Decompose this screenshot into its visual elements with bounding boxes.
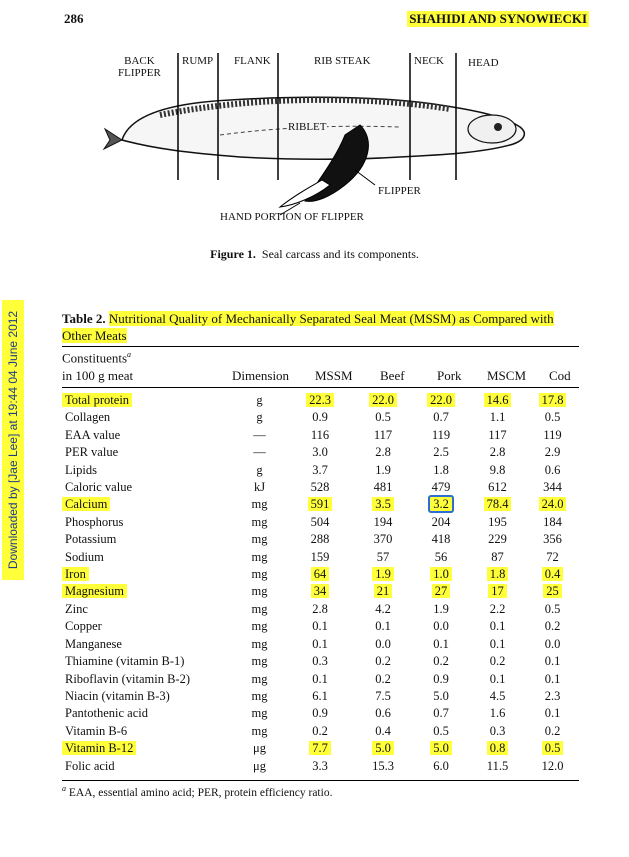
header-beef: Beef <box>380 368 405 383</box>
value-cell: 5.0 <box>413 740 469 757</box>
table-row <box>62 514 579 531</box>
constituent-name: Vitamin B-12 <box>62 740 232 757</box>
header-mscm: MSCM <box>487 368 527 383</box>
value-cell: 0.5 <box>544 601 561 616</box>
value-cell: 0.7 <box>433 410 449 425</box>
value-cell: 119 <box>431 427 451 442</box>
constituent-name: Manganese <box>65 636 122 651</box>
value-cell: 34 <box>287 583 353 600</box>
dimension-cell: mg <box>251 584 268 599</box>
value-cell: 195 <box>488 514 507 529</box>
constituent-name: Folic acid <box>65 758 115 773</box>
value-cell: 0.1 <box>489 619 506 634</box>
seal-carcass-drawing <box>100 45 550 235</box>
label-rib-steak: RIB STEAK <box>314 55 371 67</box>
constituent-name: Thiamine (vitamin B-1) <box>65 654 185 669</box>
value-cell: 0.2 <box>375 654 391 669</box>
value-cell: 1.8 <box>469 566 526 583</box>
dimension-cell: — <box>253 445 266 460</box>
value-cell: 12.0 <box>541 758 564 773</box>
value-cell: 0.5 <box>544 410 561 425</box>
table-bottom-rule <box>62 780 579 781</box>
constituent-name: Phosphorus <box>65 514 124 529</box>
value-cell: 0.2 <box>375 671 391 686</box>
value-cell: 184 <box>543 514 562 529</box>
label-flank: FLANK <box>234 55 271 67</box>
value-cell: 3.0 <box>312 445 328 460</box>
constituent-name: Sodium <box>65 549 104 564</box>
value-cell: 0.5 <box>526 740 579 757</box>
value-cell: 25 <box>526 583 579 600</box>
value-cell: 17 <box>469 583 526 600</box>
table-row <box>62 601 579 618</box>
dimension-cell: mg <box>251 497 268 512</box>
header-constituents: Constituents$^a$ <box>62 350 132 366</box>
value-cell: 0.1 <box>312 671 328 686</box>
table-header-rule <box>62 387 579 388</box>
label-riblet: RIBLET <box>288 121 327 133</box>
value-cell: 370 <box>373 532 393 547</box>
table-row <box>62 549 579 566</box>
constituent-name: Collagen <box>65 410 111 425</box>
value-cell: 0.1 <box>312 636 328 651</box>
value-cell: 159 <box>310 549 330 564</box>
value-cell: 72 <box>546 549 559 564</box>
table-row <box>62 496 579 513</box>
value-cell: 119 <box>543 427 562 442</box>
constituent-name: Caloric value <box>65 480 132 495</box>
value-cell: 528 <box>310 480 330 495</box>
value-cell: 0.6 <box>544 462 561 477</box>
value-cell: 504 <box>310 514 330 529</box>
value-cell: 0.0 <box>544 636 561 651</box>
seal-eye <box>494 123 502 131</box>
value-cell: 21 <box>353 583 413 600</box>
constituent-name: Copper <box>65 619 102 634</box>
value-cell: 0.3 <box>312 654 328 669</box>
value-cell: 14.6 <box>469 392 526 409</box>
value-cell: 0.3 <box>489 723 506 738</box>
value-cell: 0.1 <box>433 636 449 651</box>
value-cell: 0.2 <box>312 723 328 738</box>
value-cell: 0.1 <box>544 654 561 669</box>
value-cell: 3.7 <box>312 462 328 477</box>
value-cell: 0.1 <box>544 706 561 721</box>
value-cell: 1.8 <box>433 462 449 477</box>
value-cell: 56 <box>434 549 448 564</box>
value-cell: 87 <box>491 549 504 564</box>
back-flipper-shape <box>104 129 122 149</box>
value-cell: 0.2 <box>544 619 561 634</box>
table-row <box>62 409 579 426</box>
table-row <box>62 427 579 444</box>
download-stamp-text: Downloaded by [Jae Lee] at 19:44 04 June 2012 <box>2 300 24 580</box>
table-row <box>62 444 579 461</box>
header-mssm: MSSM <box>315 368 353 383</box>
table-row <box>62 462 579 479</box>
table-row <box>62 723 579 740</box>
value-cell: 4.5 <box>489 688 506 703</box>
value-cell: 9.8 <box>489 462 506 477</box>
value-cell: 0.2 <box>544 723 561 738</box>
constituent-name: EAA value <box>65 427 121 442</box>
dimension-cell: μg <box>253 758 266 773</box>
value-cell: 0.6 <box>375 706 391 721</box>
value-cell: 117 <box>373 427 393 442</box>
value-cell: 4.2 <box>375 601 391 616</box>
dimension-cell: mg <box>251 654 268 669</box>
value-cell: 1.9 <box>375 462 391 477</box>
constituent-name: PER value <box>65 445 119 460</box>
constituent-name: Pantothenic acid <box>65 706 148 721</box>
dimension-cell: — <box>253 427 266 442</box>
label-neck: NECK <box>414 55 444 67</box>
label-flipper: FLIPPER <box>378 185 421 197</box>
value-cell: 1.6 <box>489 706 506 721</box>
value-cell: 2.8 <box>375 445 391 460</box>
value-cell: 1.9 <box>433 601 449 616</box>
constituent-name: Total protein <box>62 392 232 409</box>
dimension-cell: mg <box>251 636 268 651</box>
header-in-meat: in 100 g meat <box>62 368 134 383</box>
dimension-cell: mg <box>251 706 268 721</box>
value-cell: 3.2 <box>413 496 469 513</box>
value-cell: 0.1 <box>375 619 391 634</box>
value-cell: 6.1 <box>312 688 328 703</box>
value-cell: 0.0 <box>375 636 391 651</box>
value-cell: 0.9 <box>312 410 328 425</box>
constituent-name: Lipids <box>65 462 97 477</box>
value-cell: 27 <box>413 583 469 600</box>
figure-caption-label: Figure 1. <box>210 247 256 261</box>
page-number: 286 <box>64 11 84 26</box>
nutrition-table <box>62 392 579 775</box>
download-stamp <box>2 300 24 580</box>
table-top-rule <box>62 346 579 347</box>
table-row <box>62 636 579 653</box>
value-cell: 3.3 <box>312 758 328 773</box>
table-footnote: $^a$ EAA, essential amino acid; PER, protein efficiency ratio. <box>62 784 333 799</box>
value-cell: 194 <box>373 514 393 529</box>
dimension-cell: mg <box>251 549 268 564</box>
value-cell: 204 <box>431 514 451 529</box>
value-cell: 1.9 <box>353 566 413 583</box>
table-title-label: Table 2. <box>62 311 106 326</box>
value-cell: 0.7 <box>433 706 449 721</box>
value-cell: 22.0 <box>353 392 413 409</box>
constituent-name: Calcium <box>62 496 232 513</box>
value-cell: 356 <box>543 532 562 547</box>
constituent-name: Magnesium <box>62 583 232 600</box>
constituent-name: Potassium <box>65 532 117 547</box>
value-cell: 481 <box>373 480 393 495</box>
value-cell: 11.5 <box>486 758 509 773</box>
figure-caption-text: Seal carcass and its components. <box>261 247 419 261</box>
value-cell: 344 <box>543 480 562 495</box>
value-cell: 612 <box>488 480 507 495</box>
header-pork: Pork <box>437 368 462 383</box>
value-cell: 22.3 <box>287 392 353 409</box>
value-cell: 17.8 <box>526 392 579 409</box>
value-cell: 1.1 <box>489 410 506 425</box>
value-cell: 0.1 <box>489 636 506 651</box>
header-dimension: Dimension <box>232 368 290 383</box>
value-cell: 57 <box>376 549 390 564</box>
dimension-cell: g <box>256 462 263 477</box>
constituent-name: Vitamin B-6 <box>65 723 128 738</box>
value-cell: 0.2 <box>489 654 506 669</box>
value-cell: 2.8 <box>489 445 506 460</box>
table-row <box>62 758 579 775</box>
value-cell: 15.3 <box>372 758 394 773</box>
dimension-cell: kJ <box>253 480 266 495</box>
value-cell: 0.4 <box>526 566 579 583</box>
constituent-name: Iron <box>62 566 232 583</box>
value-cell: 7.7 <box>287 740 353 757</box>
table-row <box>62 671 579 688</box>
value-cell: 2.8 <box>312 601 328 616</box>
table-row <box>62 740 579 757</box>
value-cell: 117 <box>488 427 507 442</box>
value-cell: 2.3 <box>544 688 561 703</box>
table-row <box>62 479 579 496</box>
value-cell: 7.5 <box>375 688 391 703</box>
value-cell: 24.0 <box>526 496 579 513</box>
value-cell: 0.0 <box>433 619 449 634</box>
table-row <box>62 705 579 722</box>
table-row <box>62 688 579 705</box>
dimension-cell: mg <box>251 671 268 686</box>
value-cell: 116 <box>310 427 330 442</box>
value-cell: 288 <box>310 532 330 547</box>
value-cell: 0.5 <box>375 410 391 425</box>
table-row <box>62 618 579 635</box>
table-row <box>62 531 579 548</box>
value-cell: 6.0 <box>433 758 449 773</box>
constituent-name: Zinc <box>65 601 88 616</box>
dimension-cell: mg <box>251 532 268 547</box>
dimension-cell: mg <box>251 567 268 582</box>
dimension-cell: g <box>256 393 263 407</box>
seal-carcass-figure <box>100 45 550 235</box>
value-cell: 22.0 <box>413 392 469 409</box>
value-cell: 0.1 <box>544 671 561 686</box>
value-cell: 2.5 <box>433 445 449 460</box>
table-title-text: Nutritional Quality of Mechanically Separated Seal Meat (MSSM) as Compared with Other Meats <box>62 311 554 343</box>
value-cell: 229 <box>488 532 507 547</box>
value-cell: 5.0 <box>433 688 449 703</box>
header-cod: Cod <box>549 368 571 383</box>
flipper-pointer <box>355 170 375 185</box>
dimension-cell: mg <box>251 514 268 529</box>
dimension-cell: mg <box>251 601 268 616</box>
table-row <box>62 566 579 583</box>
value-cell: 64 <box>287 566 353 583</box>
table-title <box>62 310 582 344</box>
table-row <box>62 583 579 600</box>
running-head: SHAHIDI AND SYNOWIECKI <box>409 11 587 26</box>
value-cell: 1.0 <box>413 566 469 583</box>
label-rump: RUMP <box>182 55 214 67</box>
table-row <box>62 392 579 409</box>
label-back-flipper: BACK FLIPPER <box>118 55 161 79</box>
value-cell: 78.4 <box>469 496 526 513</box>
dimension-cell: g <box>256 410 263 425</box>
constituent-name: Riboflavin (vitamin B-2) <box>65 671 190 686</box>
dimension-cell: μg <box>253 741 266 756</box>
dimension-cell: mg <box>251 619 268 634</box>
value-cell: 0.9 <box>433 671 449 686</box>
value-cell: 0.9 <box>312 706 328 721</box>
value-cell: 2.2 <box>489 601 506 616</box>
label-head: HEAD <box>468 57 499 69</box>
value-cell: 0.5 <box>433 723 449 738</box>
dimension-cell: mg <box>251 688 268 703</box>
value-cell: 479 <box>431 480 451 495</box>
value-cell: 0.1 <box>312 619 328 634</box>
value-cell: 418 <box>431 532 451 547</box>
value-cell: 2.9 <box>544 445 561 460</box>
value-cell: 0.4 <box>375 723 391 738</box>
figure-caption <box>0 247 629 262</box>
value-cell: 0.8 <box>469 740 526 757</box>
value-cell: 591 <box>287 496 353 513</box>
value-cell: 5.0 <box>353 740 413 757</box>
value-cell: 0.1 <box>489 671 506 686</box>
table-row <box>62 653 579 670</box>
value-cell: 0.2 <box>433 654 449 669</box>
dimension-cell: mg <box>251 723 268 738</box>
constituent-name: Niacin (vitamin B-3) <box>65 688 170 703</box>
label-hand-portion: HAND PORTION OF FLIPPER <box>220 211 364 223</box>
value-cell: 3.5 <box>353 496 413 513</box>
seal-head-shape <box>468 115 516 143</box>
